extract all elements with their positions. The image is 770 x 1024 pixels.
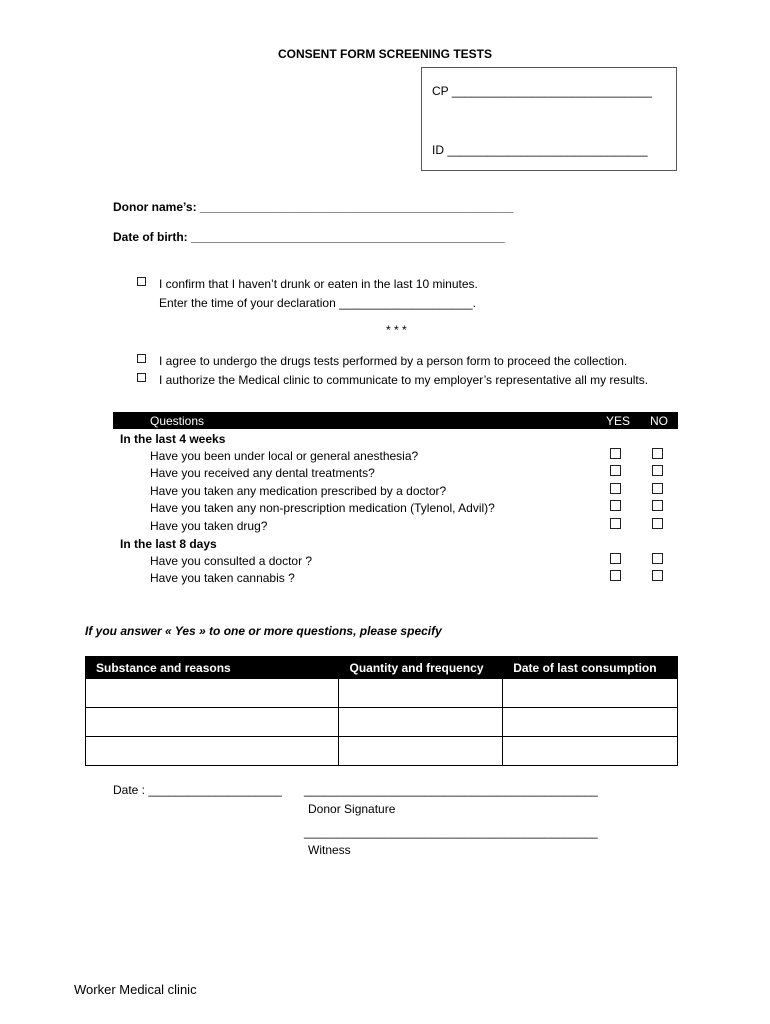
authorize-checkbox[interactable]	[137, 373, 146, 382]
id-field[interactable]: ID ______________________________	[432, 143, 648, 157]
no-checkbox[interactable]	[652, 465, 663, 476]
date-of-birth-field[interactable]: Date of birth: _______________________________________________	[113, 230, 505, 244]
agree-checkbox[interactable]	[137, 354, 146, 363]
yes-checkbox[interactable]	[610, 518, 621, 529]
witness-signature-line[interactable]: ____________________________________________	[304, 825, 598, 839]
no-checkbox[interactable]	[652, 448, 663, 459]
table-cell[interactable]	[339, 679, 503, 708]
group-4-weeks: In the last 4 weeks	[120, 432, 226, 446]
column-header-date: Date of last consumption	[503, 657, 678, 679]
table-cell[interactable]	[339, 737, 503, 766]
table-row	[86, 679, 678, 708]
footer-clinic-name: Worker Medical clinic	[74, 982, 197, 997]
table-cell[interactable]	[86, 679, 339, 708]
questions-header-bar	[113, 412, 678, 429]
donor-signature-line[interactable]: ____________________________________________	[304, 783, 598, 797]
question-item: Have you taken cannabis ?	[150, 571, 295, 585]
yes-checkbox[interactable]	[610, 570, 621, 581]
column-header-quantity: Quantity and frequency	[339, 657, 503, 679]
questions-header: Questions	[150, 414, 205, 428]
agree-text: I agree to undergo the drugs tests performed by a person form to proceed the collection.	[159, 354, 628, 368]
declaration-time-field[interactable]: Enter the time of your declaration ____________________.	[159, 296, 476, 310]
table-cell[interactable]	[86, 708, 339, 737]
yes-checkbox[interactable]	[610, 448, 621, 459]
table-cell[interactable]	[503, 737, 678, 766]
question-item: Have you received any dental treatments?	[150, 466, 375, 480]
confirm-checkbox[interactable]	[137, 277, 146, 286]
no-checkbox[interactable]	[652, 553, 663, 564]
authorize-text: I authorize the Medical clinic to communicate to my employer’s representative all my results.	[159, 373, 649, 387]
donor-name-field[interactable]: Donor name’s: _______________________________________________	[113, 200, 514, 214]
no-checkbox[interactable]	[652, 570, 663, 581]
yes-checkbox[interactable]	[610, 465, 621, 476]
yes-checkbox[interactable]	[610, 500, 621, 511]
table-row	[86, 737, 678, 766]
witness-label: Witness	[308, 843, 351, 857]
yes-header: YES	[606, 414, 631, 428]
question-item: Have you taken drug?	[150, 519, 268, 533]
question-item: Have you been under local or general anesthesia?	[150, 449, 419, 463]
no-checkbox[interactable]	[652, 483, 663, 494]
group-8-days: In the last 8 days	[120, 537, 217, 551]
table-row	[86, 708, 678, 737]
no-checkbox[interactable]	[652, 518, 663, 529]
table-cell[interactable]	[339, 708, 503, 737]
yes-checkbox[interactable]	[610, 483, 621, 494]
specify-table	[85, 656, 678, 766]
table-cell[interactable]	[503, 708, 678, 737]
cp-id-box	[421, 67, 677, 171]
separator-stars: * * *	[386, 323, 407, 337]
table-cell[interactable]	[503, 679, 678, 708]
column-header-substance: Substance and reasons	[86, 657, 339, 679]
question-item: Have you consulted a doctor ?	[150, 554, 313, 568]
no-checkbox[interactable]	[652, 500, 663, 511]
donor-signature-label: Donor Signature	[308, 802, 396, 816]
yes-checkbox[interactable]	[610, 553, 621, 564]
question-item: Have you taken any non-prescription medication (Tylenol, Advil)?	[150, 501, 495, 515]
confirm-text: I confirm that I haven’t drunk or eaten in the last 10 minutes.	[159, 277, 478, 291]
specify-prompt: If you answer « Yes » to one or more questions, please specify	[85, 624, 442, 638]
question-item: Have you taken any medication prescribed by a doctor?	[150, 484, 447, 498]
no-header: NO	[650, 414, 668, 428]
form-title: CONSENT FORM SCREENING TESTS	[277, 47, 492, 61]
cp-field[interactable]: CP ______________________________	[432, 84, 653, 98]
table-cell[interactable]	[86, 737, 339, 766]
date-field[interactable]: Date : ____________________	[113, 783, 282, 797]
